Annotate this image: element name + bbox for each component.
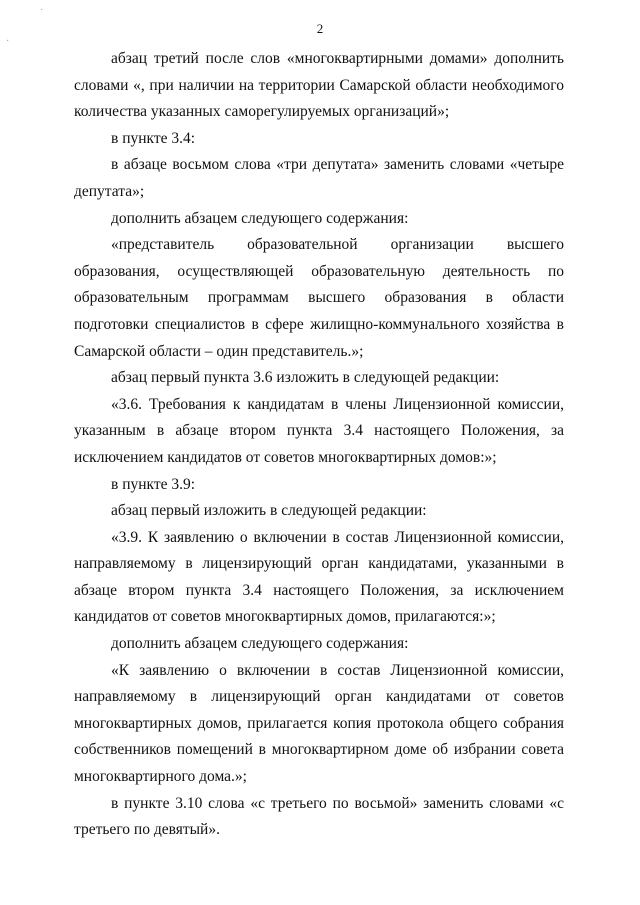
paragraph: дополнить абзацем следующего содержания: xyxy=(111,635,409,653)
paragraph: дополнить абзацем следующего содержания: xyxy=(111,209,409,227)
paragraph: абзац третий после слов «многоквартирными домами» дополнить словами «, при наличии на территории Самарской области необходимого количества указанных саморегулируемых организаций»; xyxy=(74,50,564,121)
paragraph: в пункте 3.9: xyxy=(111,475,196,493)
paragraph: «К заявлению о включении в состав Лицензионной комиссии, направляемому в лицензирующий орган кандидатами от советов многоквартирных домов, прилагается копия протокола общего собрания собственников помещений в многоквартирном доме об избрании совета многоквартирного дома.»; xyxy=(74,661,564,786)
paragraph: абзац первый изложить в следующей редакции: xyxy=(111,502,427,520)
paragraph: «3.9. К заявлению о включении в состав Лицензионной комиссии, направляемому в лицензирующий орган кандидатами, указанными в абзаце втором пункта 3.4 настоящего Положения, за исключением кандидатов от советов многоквартирных домов, прилагаются:»; xyxy=(74,528,564,626)
paragraph: «3.6. Требования к кандидатам в члены Лицензионной комиссии, указанным в абзаце втором пункта 3.4 настоящего Положения, за исключением кандидатов от советов многоквартирных домов:»; xyxy=(74,395,564,466)
scan-artifact: · xyxy=(6,36,10,47)
paragraph: абзац первый пункта 3.6 изложить в следующей редакции: xyxy=(111,369,500,387)
scan-artifact: ˙ xyxy=(40,8,44,19)
paragraph: в абзаце восьмом слова «три депутата» заменить словами «четыре депутата»; xyxy=(74,156,564,200)
paragraph: «представитель образовательной организации высшего образования, осуществляющей образовательную деятельность по образовательным программам высшего образования в области подготовки специалистов в сфере жилищно-коммунального хозяйства в Самарской области – один представитель.»; xyxy=(74,236,564,360)
paragraph: в пункте 3.10 слова «с третьего по восьмой» заменить словами «с третьего по девятый». xyxy=(74,794,564,839)
document-body xyxy=(74,46,564,844)
paragraph: в пункте 3.4: xyxy=(111,129,196,147)
page-number: 2 xyxy=(316,21,324,36)
